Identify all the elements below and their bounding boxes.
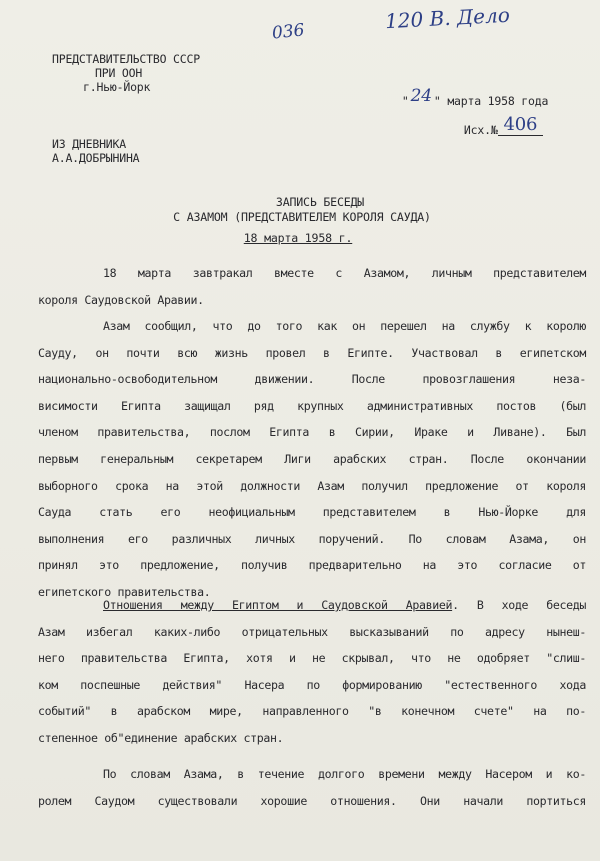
section-heading: Отношения между Египтом и Саудовской Аравией — [103, 598, 453, 612]
body-line: египетского правительства. — [38, 585, 211, 599]
body-line: выборного срока на этой должности Азам получил предложение от короля — [38, 478, 586, 493]
diary-line1: ИЗ ДНЕВНИКА — [52, 137, 126, 151]
diary-author: А.А.ДОБРЫНИНА — [52, 151, 140, 165]
org-name-line1: ПРЕДСТАВИТЕЛЬСТВО СССР — [52, 52, 200, 66]
body-line: членом правительства, послом Египта в Сирии, Ираке и Ливане). Был — [38, 425, 586, 440]
outgoing-ref-label: Исх.№ — [463, 123, 498, 137]
body-line: Азам сообщил, что до того как он перешел на службу к королю — [103, 319, 586, 333]
date-quote-open: " — [401, 94, 409, 108]
body-line: ком поспешные действия" Насера по формированию "естественного хода — [38, 677, 586, 692]
doc-title-date — [0, 231, 598, 246]
body-line: событий" в арабском мире, направленного "в конечном счете" на по- — [38, 704, 586, 719]
body-line: него правительства Египта, хотя и не скрывал, что не одобряет "слиш- — [38, 651, 586, 666]
org-city-line: г.Нью-Йорк — [83, 80, 151, 94]
body-line: первым генеральным секретарем Лиги арабских стран. После окончании — [38, 452, 586, 466]
doc-title-line2: С АЗАМОМ (ПРЕДСТАВИТЕЛЕМ КОРОЛЯ САУДА) — [173, 210, 431, 224]
outgoing-ref — [437, 108, 543, 151]
body-line: Азам избегал каких-либо отрицательных высказываний по адресу нынеш- — [38, 624, 586, 639]
archive-number-note: 036 — [271, 20, 306, 44]
body-line: По словам Азама, в течение долгого времени между Насером и ко- — [103, 767, 586, 781]
paragraph-heading-line — [103, 598, 586, 613]
doc-title-line1: ЗАПИСЬ БЕСЕДЫ — [275, 195, 365, 209]
body-line: короля Саудовской Аравии. — [38, 292, 204, 307]
body-line: национально-освободительном движении. После провозглашения неза- — [38, 372, 586, 387]
org-name-line2: ПРИ ООН — [95, 66, 143, 80]
section-heading-rest: . В ходе беседы — [452, 598, 586, 612]
case-file-note: 120 В. Дело — [384, 2, 511, 34]
body-line: ролем Саудом существовали хорошие отношения. Они начали портиться — [38, 793, 586, 808]
body-line: висимости Египта защищал ряд крупных административных постов (был — [38, 398, 586, 413]
body-line: степенное об"единение арабских стран. — [38, 731, 284, 745]
body-line: Сауда стать его неофициальным представителем в Нью-Йорке для — [38, 505, 586, 520]
date-rest: " марта 1958 года — [433, 94, 549, 108]
body-line: Сауду, он почти всю жизнь провел в Египте. Участвовал в египетском — [38, 345, 586, 360]
outgoing-ref-number: 406 — [498, 114, 544, 136]
doc-title-date-text: 18 марта 1958 г. — [243, 231, 353, 245]
body-line: 18 марта завтракал вместе с Азамом, личным представителем — [103, 266, 586, 280]
date-day-handwritten: 24 — [410, 86, 432, 106]
body-line: выполнения его различных личных поручений. По словам Азама, он — [38, 531, 586, 546]
body-line: принял это предложение, получив предварительно на это согласие от — [38, 558, 586, 573]
